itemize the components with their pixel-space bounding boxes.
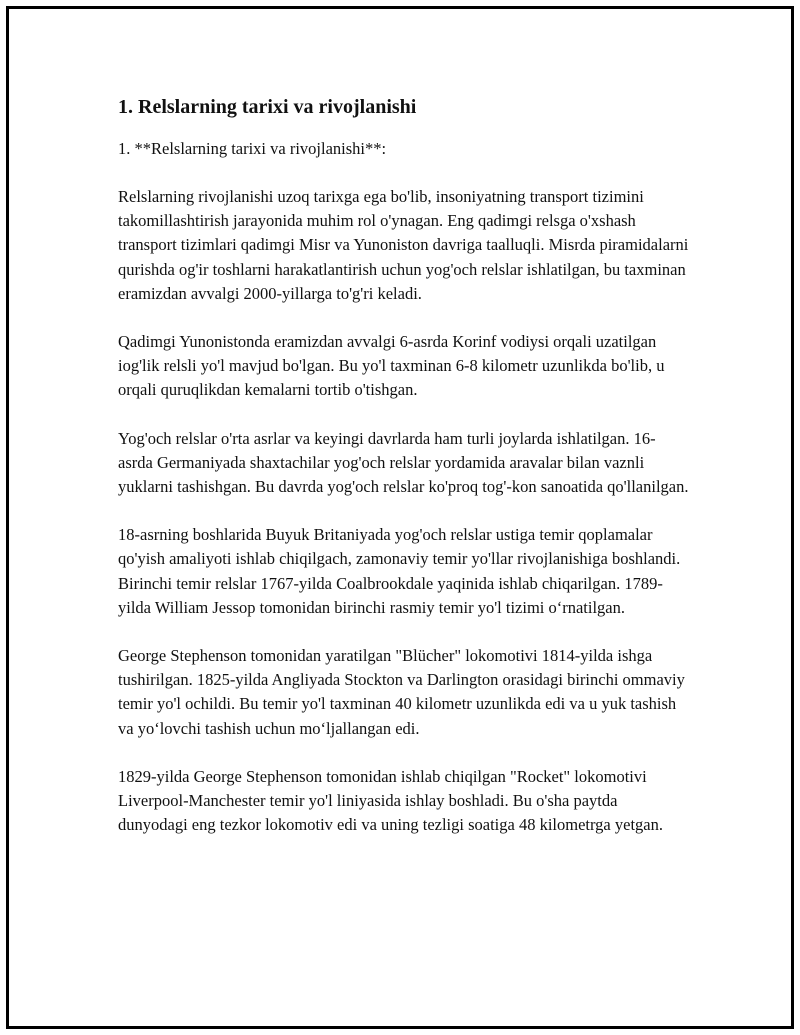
paragraph-rocket: 1829-yilda George Stephenson tomonidan ishlab chiqilgan "Rocket" lokomotivi Liverpool-Manchester temir yo'l liniyasida ishlay boshladi. Bu o'sha paytda dunyodagi eng tezkor lokomotiv edi va uning tezligi soatiga 48 kilometrga yetgan.: [118, 766, 663, 835]
paragraph-blucher: George Stephenson tomonidan yaratilgan "Blücher" lokomotivi 1814-yilda ishga tushirilgan. 1825-yilda Angliyada Stockton va Darlington orasidagi birinchi ommaviy temir yo'l ochildi. Bu temir yo'l taxminan 40 kilometr uzunlikda edi va u yuk tashish va yo‘lovchi tashish uchun mo‘ljallangan edi.: [118, 646, 685, 738]
document-page: [6, 6, 794, 1029]
paragraph-wooden-rails: Yog'och relslar o'rta asrlar va keyingi davrlarda ham turli joylarda ishlatilgan. 16-asrda Germaniyada shaxtachilar yog'och relslar yordamida aravalar bilan vaznli yuklarni tashishgan. Bu davrda yog'och relslar ko'proq tog'-kon sanoatida qo'llanilgan.: [118, 428, 689, 497]
paragraph-iron-rails: 18-asrning boshlarida Buyuk Britaniyada yog'och relslar ustiga temir qoplamalar qo'yish amaliyoti ishlab chiqilgach, zamonaviy temir yo'llar rivojlanishiga boshlandi. Birinchi temir relslar 1767-yilda Coalbrookdale yaqinida ishlab chiqarilgan. 1789-yilda William Jessop tomonidan birinchi rasmiy temir yo'l tizimi o‘rnatilgan.: [118, 525, 681, 617]
section-heading: 1. Relslarning tarixi va rivojlanishi: [118, 96, 417, 118]
document-body: [118, 93, 690, 837]
paragraph-greece: Qadimgi Yunonistonda eramizdan avvalgi 6-asrda Korinf vodiysi orqali uzatilgan iog'lik relsli yo'l mavjud bo'lgan. Bu yo'l taxminan 6-8 kilometr uzunlikda bo'lib, u orqali quruqlikdan kemalarni tortib o'tishgan.: [118, 332, 665, 400]
paragraph-ancient-rails: Relslarning rivojlanishi uzoq tarixga ega bo'lib, insoniyatning transport tizimini takomillashtirish jarayonida muhim rol o'ynagan. Eng qadimgi relsga o'xshash transport tizimlari qadimgi Misr va Yunoniston davriga taalluqli. Misrda piramidalarni qurishda og'ir toshlarni harakatlantirish uchun yog'och relslar ishlatilgan, bu taxminan eramizdan avvalgi 2000-yillarga to'g'ri keladi.: [118, 187, 689, 303]
intro-line: 1. **Relslarning tarixi va rivojlanishi**:: [118, 139, 387, 158]
